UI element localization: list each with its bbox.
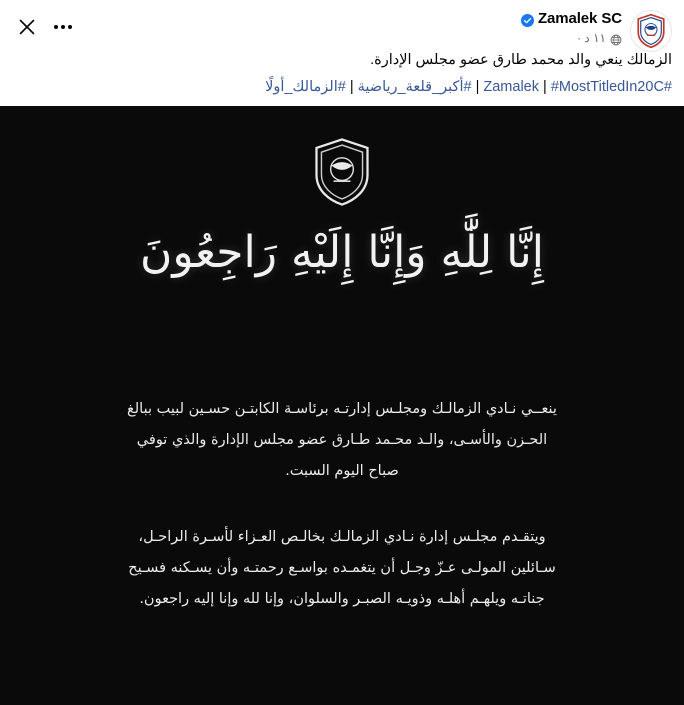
hashtag-separator-0: |: [538, 79, 551, 96]
hashtag-mosttitledin20c[interactable]: #MostTitledIn20C: [550, 79, 664, 96]
header-left-controls: [12, 8, 78, 42]
globe-icon: [610, 32, 622, 44]
media-paragraph-2: ويتقـدم مجلـس إدارة نـادي الزمالـك بخالـص العـزاء لأسـرة الراحـل، سـائلين المولـى عـزّ وجـل أن يتغمـده بواسـع رحمتـه وأن يسـكنه فسـيح جناتـه ويلهـم أهلـه وذويـه الصبـر والسلوان، وإنا لله وإنا إليه راجعون.: [128, 528, 556, 607]
hashtag-separator-1: |: [471, 79, 484, 96]
page-meta: [521, 10, 622, 45]
page-name-row[interactable]: [521, 10, 622, 28]
more-dots: [54, 25, 72, 29]
hashtag-separator-2: |: [345, 79, 358, 96]
calligraphy-text: إِنَّا لِلَّٰهِ وَإِنَّا إِلَيْهِ رَاجِعُونَ: [140, 227, 544, 279]
post-header: [0, 0, 684, 44]
hashtag-biggest-sports-fortress[interactable]: #أكبر_قلعة_رياضية: [357, 79, 472, 96]
calligraphy-banner: [127, 220, 557, 340]
post-media-image[interactable]: [0, 106, 684, 705]
close-icon[interactable]: [12, 12, 42, 42]
post-body: [0, 44, 684, 106]
hashtag-zamalek[interactable]: #Zamalek: [483, 79, 672, 96]
post-text: الزمالك ينعي والد محمد طارق عضو مجلس الإدارة.: [370, 52, 672, 68]
timestamp[interactable]: ١١ د ·: [577, 31, 606, 45]
zamalek-crest-icon: [313, 138, 371, 206]
page-name[interactable]: Zamalek SC: [537, 10, 622, 27]
hashtag-line: [12, 77, 672, 98]
hashtag-zamalek-first[interactable]: #الزمالك_أولًا: [265, 79, 346, 96]
more-options-icon[interactable]: [48, 12, 78, 42]
verified-badge-icon: [521, 13, 534, 26]
media-paragraph-1: ينعــي نـادي الزمالـك ومجلـس إدارتـه برئاسـة الكابتـن حسـين لبيب ببالغ الحـزن والأسـى، والـد محـمد طـارق عضو مجلس الإدارة والذي توفي صباح اليوم السبت.: [127, 401, 557, 480]
